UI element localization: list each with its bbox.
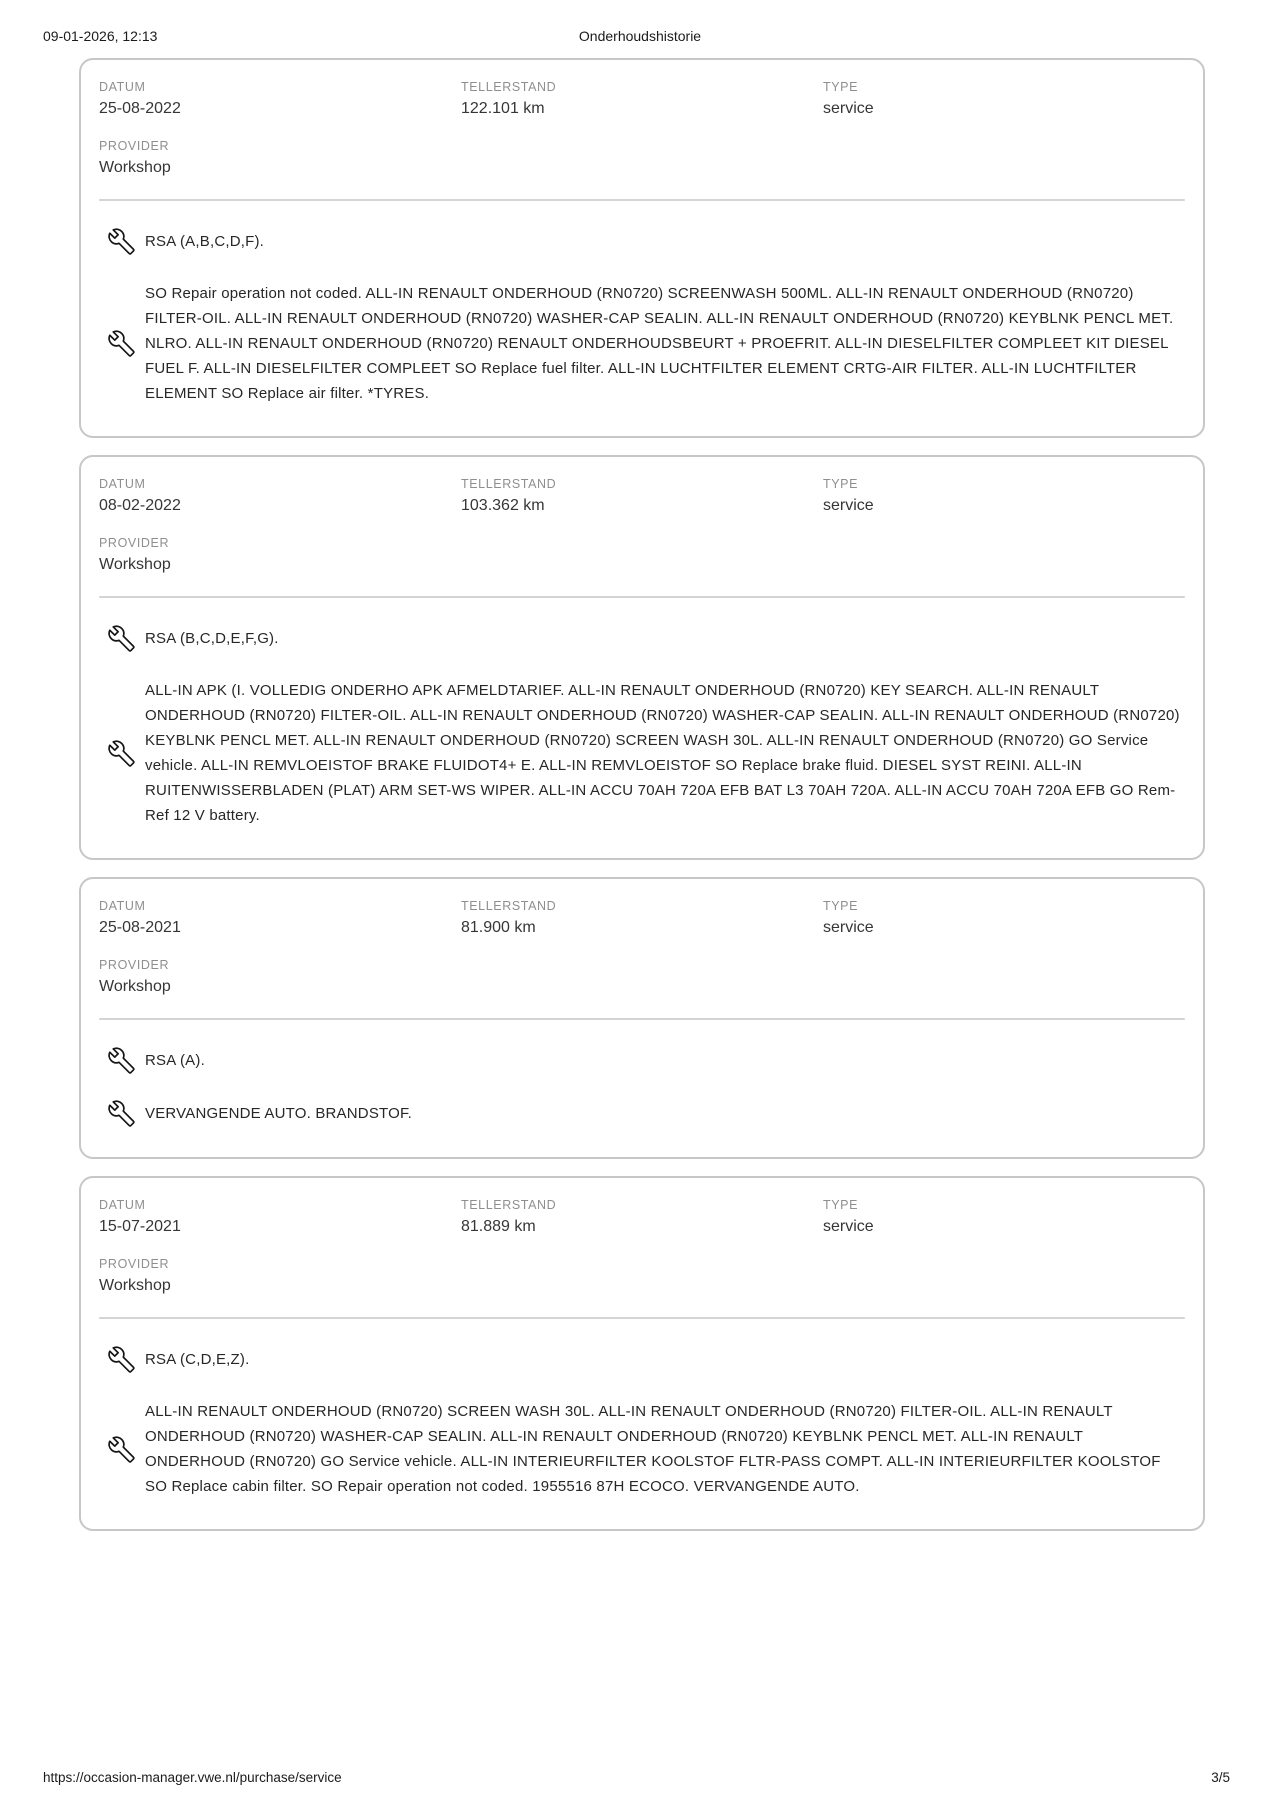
tellerstand-field <box>461 899 823 937</box>
datum-field <box>99 899 461 937</box>
service-line-text: RSA (C,D,E,Z). <box>145 1351 250 1368</box>
card-divider <box>99 199 1185 201</box>
provider-label: PROVIDER <box>99 536 170 550</box>
service-line-text: ALL-IN APK (I. VOLLEDIG ONDERHO APK AFMELDTARIEF. ALL-IN RENAULT ONDERHOUD (RN0720) KEY SEARCH. ALL-IN RENAULT ONDERHOUD (RN0720) FILTER-OIL. ALL-IN RENAULT ONDERHOUD (RN0720) WASHER-CAP SEALIN. ALL-IN RENAULT ONDERHOUD (RN0720) KEYBLNK PENCL MET. ALL-IN RENAULT ONDERHOUD (RN0720) SCREEN WASH 30L. ALL-IN RENAULT ONDERHOUD (RN0720) GO Service vehicle. ALL-IN REMVLOEISTOF BRAKE FLUIDOT4+ E. ALL-IN REMVLOEISTOF SO Replace brake fluid. DIESEL SYST REINI. ALL-IN RUITENWISSERBLADEN (PLAT) ARM SET-WS WIPER. ALL-IN ACCU 70AH 720A EFB BAT L3 70AH 720A. ALL-IN ACCU 70AH 720A EFB GO Rem-Ref 12 V battery. <box>145 682 1180 824</box>
tellerstand-label: TELLERSTAND <box>461 899 557 913</box>
tellerstand-value: 81.900 km <box>461 919 536 936</box>
type-value: service <box>823 100 874 117</box>
service-line-text: RSA (A). <box>145 1052 205 1069</box>
wrench-icon <box>99 740 145 767</box>
tellerstand-field <box>461 477 823 515</box>
tellerstand-value: 122.101 km <box>461 100 545 117</box>
datum-label: DATUM <box>99 80 146 94</box>
record-list <box>79 58 1205 1531</box>
service-record-card <box>79 455 1205 860</box>
record-meta <box>99 1198 1185 1295</box>
source-url: https://occasion-manager.vwe.nl/purchase/service <box>43 1770 342 1785</box>
tellerstand-label: TELLERSTAND <box>461 80 557 94</box>
page-title: Onderhoudshistorie <box>578 28 702 44</box>
type-value: service <box>823 919 874 936</box>
print-footer <box>43 1770 1230 1785</box>
tellerstand-value: 81.889 km <box>461 1218 536 1235</box>
type-label: TYPE <box>823 477 859 491</box>
provider-label: PROVIDER <box>99 958 170 972</box>
service-line-text: VERVANGENDE AUTO. BRANDSTOF. <box>145 1105 413 1122</box>
card-divider <box>99 1018 1185 1020</box>
wrench-icon <box>99 625 145 652</box>
provider-label: PROVIDER <box>99 1257 170 1271</box>
type-label: TYPE <box>823 1198 859 1212</box>
provider-field <box>99 536 461 574</box>
print-header <box>43 28 1237 50</box>
provider-field <box>99 958 461 996</box>
provider-field <box>99 139 461 177</box>
type-label: TYPE <box>823 899 859 913</box>
datum-field <box>99 80 461 118</box>
type-field <box>823 1198 1185 1236</box>
provider-value: Workshop <box>99 159 171 176</box>
datum-field <box>99 477 461 515</box>
service-items <box>99 1346 1185 1499</box>
record-meta <box>99 899 1185 996</box>
wrench-icon <box>99 1436 145 1463</box>
type-value: service <box>823 1218 874 1235</box>
wrench-icon <box>99 1100 145 1127</box>
service-record-card <box>79 1176 1205 1531</box>
print-timestamp: 09-01-2026, 12:13 <box>43 28 158 44</box>
type-field <box>823 80 1185 118</box>
provider-value: Workshop <box>99 1277 171 1294</box>
tellerstand-label: TELLERSTAND <box>461 477 557 491</box>
tellerstand-field <box>461 1198 823 1236</box>
service-line-item <box>99 1047 1185 1074</box>
provider-field <box>99 1257 461 1295</box>
service-line-item <box>99 1100 1185 1127</box>
wrench-icon <box>99 330 145 357</box>
record-meta <box>99 477 1185 574</box>
datum-field <box>99 1198 461 1236</box>
datum-label: DATUM <box>99 899 146 913</box>
tellerstand-value: 103.362 km <box>461 497 545 514</box>
service-line-item <box>99 1399 1185 1499</box>
tellerstand-field <box>461 80 823 118</box>
datum-value: 15-07-2021 <box>99 1218 181 1235</box>
service-line-item <box>99 228 1185 255</box>
wrench-icon <box>99 228 145 255</box>
service-line-text: RSA (B,C,D,E,F,G). <box>145 630 279 647</box>
service-items <box>99 1047 1185 1127</box>
service-line-item <box>99 281 1185 406</box>
service-line-item <box>99 625 1185 652</box>
service-line-text: ALL-IN RENAULT ONDERHOUD (RN0720) SCREEN WASH 30L. ALL-IN RENAULT ONDERHOUD (RN0720) FILTER-OIL. ALL-IN RENAULT ONDERHOUD (RN0720) WASHER-CAP SEALIN. ALL-IN RENAULT ONDERHOUD (RN0720) KEYBLNK PENCL MET. ALL-IN RENAULT ONDERHOUD (RN0720) GO Service vehicle. ALL-IN INTERIEURFILTER KOOLSTOF FLTR-PASS COMPT. ALL-IN INTERIEURFILTER KOOLSTOF SO Replace cabin filter. SO Repair operation not coded. 1955516 87H ECOCO. VERVANGENDE AUTO. <box>145 1403 1161 1495</box>
service-line-text: SO Repair operation not coded. ALL-IN RENAULT ONDERHOUD (RN0720) SCREENWASH 500ML. ALL-IN RENAULT ONDERHOUD (RN0720) FILTER-OIL. ALL-IN RENAULT ONDERHOUD (RN0720) WASHER-CAP SEALIN. ALL-IN RENAULT ONDERHOUD (RN0720) KEYBLNK PENCL MET. NLRO. ALL-IN RENAULT ONDERHOUD (RN0720) RENAULT ONDERHOUDSBEURT + PROEFRIT. ALL-IN DIESELFILTER COMPLEET KIT DIESEL FUEL F. ALL-IN DIESELFILTER COMPLEET SO Replace fuel filter. ALL-IN LUCHTFILTER ELEMENT CRTG-AIR FILTER. ALL-IN LUCHTFILTER ELEMENT SO Replace air filter. *TYRES. <box>145 285 1174 402</box>
tellerstand-label: TELLERSTAND <box>461 1198 557 1212</box>
datum-label: DATUM <box>99 477 146 491</box>
provider-value: Workshop <box>99 556 171 573</box>
wrench-icon <box>99 1346 145 1373</box>
type-field <box>823 477 1185 515</box>
card-divider <box>99 596 1185 598</box>
service-line-item <box>99 678 1185 828</box>
datum-value: 25-08-2022 <box>99 100 181 117</box>
datum-value: 25-08-2021 <box>99 919 181 936</box>
service-record-card <box>79 58 1205 438</box>
service-items <box>99 228 1185 406</box>
service-items <box>99 625 1185 828</box>
provider-value: Workshop <box>99 978 171 995</box>
type-value: service <box>823 497 874 514</box>
service-line-text: RSA (A,B,C,D,F). <box>145 233 265 250</box>
wrench-icon <box>99 1047 145 1074</box>
type-field <box>823 899 1185 937</box>
service-record-card <box>79 877 1205 1159</box>
datum-label: DATUM <box>99 1198 146 1212</box>
record-meta <box>99 80 1185 177</box>
provider-label: PROVIDER <box>99 139 170 153</box>
type-label: TYPE <box>823 80 859 94</box>
datum-value: 08-02-2022 <box>99 497 181 514</box>
page-number: 3/5 <box>1211 1770 1230 1785</box>
service-line-item <box>99 1346 1185 1373</box>
card-divider <box>99 1317 1185 1319</box>
